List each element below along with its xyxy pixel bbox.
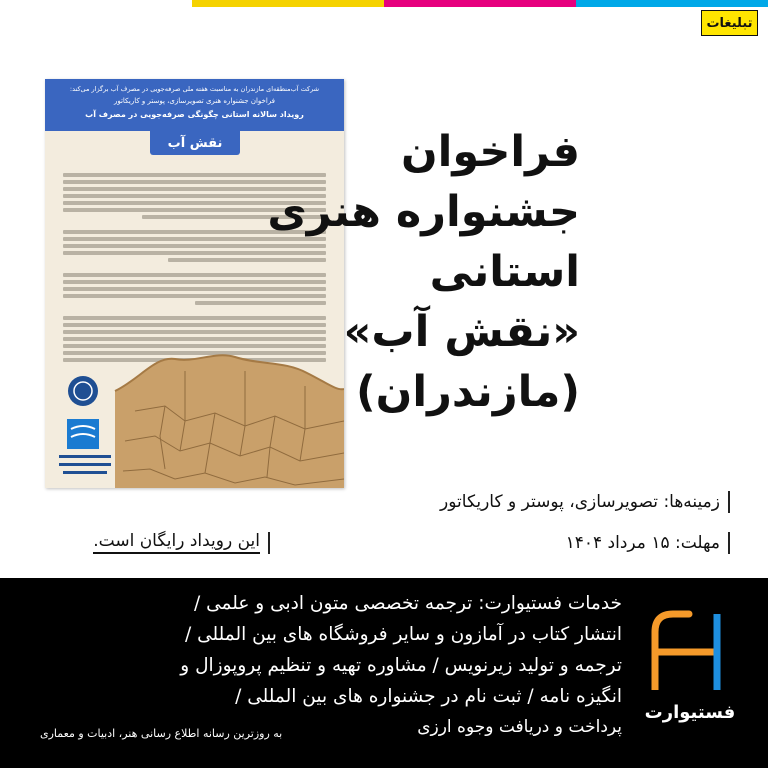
poster-header-line2: فراخوان جشنواره هنری تصویرسازی، پوستر و کاریکاتور [113, 97, 276, 105]
poster-header-line1: شرکت آب‌منطقه‌ای مازندران به مناسبت هفته ملی صرفه‌جویی در مصرف آب برگزار می‌کند: [69, 85, 320, 93]
festivart-logo-text: فستیوارت [644, 702, 736, 723]
deadline-row [400, 532, 730, 554]
deadline-text: مهلت: ۱۵ مرداد ۱۴۰۴ [565, 533, 720, 553]
title-line-1: فراخوان [400, 127, 580, 177]
services-line-3: ترجمه و تولید زیرنویس / مشاوره تهیه و تنظیم پروپوزال و [180, 655, 622, 676]
poster-header-line3: رویداد سالانه استانی چگونگی صرفه‌جویی در مصرف آب [85, 110, 304, 119]
event-title [267, 122, 580, 422]
ad-tag: تبلیغات [701, 10, 758, 36]
title-line-5: (مازندران) [355, 367, 580, 417]
topbar-segment-yellow [192, 0, 384, 7]
topbar-segment-magenta [384, 0, 576, 7]
topbar-segment-white [0, 0, 192, 7]
fields-row [400, 491, 730, 513]
free-event-text: این رویداد رایگان است. [93, 531, 260, 554]
festivart-logo-icon [645, 610, 735, 690]
fields-marker [728, 491, 730, 513]
poster-image [45, 79, 344, 488]
services-line-5: پرداخت و دریافت وجوه ارزی [417, 717, 622, 737]
topbar-segment-cyan [576, 0, 768, 7]
title-line-2: جشنواره هنری [267, 187, 580, 237]
title-line-3: استانی [429, 247, 580, 297]
organization-logos [53, 371, 119, 481]
free-event-marker [268, 532, 270, 554]
services-line-2: انتشار کتاب در آمازون و سایر فروشگاه های بین المللی / [184, 624, 622, 645]
services-line-1: خدمات فستیوارت: ترجمه تخصصی متون ادبی و علمی / [194, 593, 622, 614]
poster-ribbon: نقش آب [150, 131, 240, 155]
services-line-4: انگیزه نامه / ثبت نام در جشنواره های بین المللی / [235, 686, 622, 707]
deadline-marker [728, 532, 730, 554]
fields-text: زمینه‌ها: تصویرسازی، پوستر و کاریکاتور [440, 492, 720, 512]
free-event-note [40, 531, 270, 554]
top-color-bar [0, 0, 768, 7]
poster-header [45, 79, 344, 131]
services-banner [0, 578, 768, 768]
title-line-4: «نقش آب» [343, 307, 580, 357]
tagline-caption: به روزترین رسانه اطلاع رسانی هنر، ادبیات و معماری [40, 727, 283, 740]
services-text [22, 588, 622, 743]
